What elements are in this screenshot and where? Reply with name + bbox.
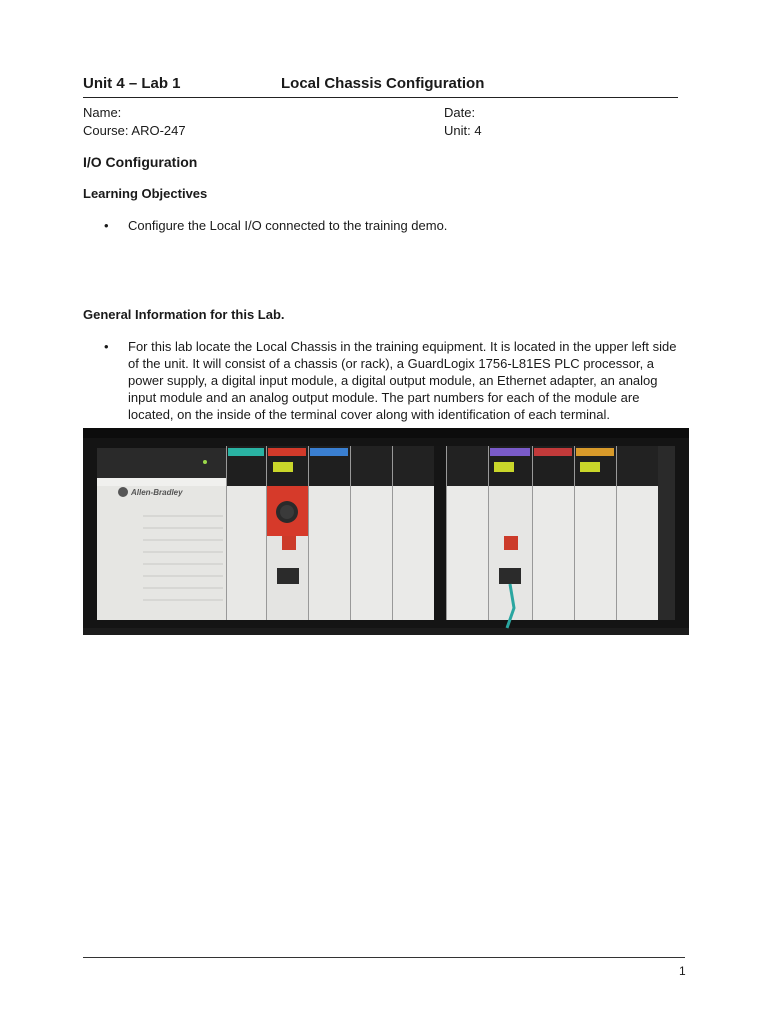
plc-chassis-photo <box>83 428 689 635</box>
page-number: 1 <box>679 964 686 978</box>
document-header <box>83 75 678 98</box>
date-field-label: Date: <box>444 105 476 120</box>
general-information-heading: General Information for this Lab. <box>83 307 285 322</box>
brand-logo-text: Allen-Bradley <box>131 488 183 497</box>
unit-lab-heading: Unit 4 – Lab 1 <box>83 75 181 92</box>
plc-chassis-illustration <box>83 428 689 635</box>
io-configuration-heading: I/O Configuration <box>83 154 198 170</box>
name-field-label: Name: <box>83 105 122 120</box>
objective-item: Configure the Local I/O connected to the training demo. <box>128 218 448 233</box>
unit-label: Unit: 4 <box>444 123 482 138</box>
learning-objectives-heading: Learning Objectives <box>83 186 208 201</box>
bullet-marker: • <box>104 218 109 233</box>
course-label: Course: ARO-247 <box>83 123 186 138</box>
footer-divider <box>83 957 685 958</box>
general-info-paragraph: For this lab locate the Local Chassis in the training equipment. It is located in the upper left side of the unit. It will consist of a chassis (or rack), a GuardLogix 1756-L81ES PLC processor, a power supply, a digital input module, a digital output module, an Ethernet adapter, an analog input module and an analog output module. The part numbers for each of the module are located, on the inside of the terminal cover along with identification of each terminal. <box>128 339 677 422</box>
bullet-marker: • <box>104 339 109 354</box>
lab-title: Local Chassis Configuration <box>281 75 485 92</box>
